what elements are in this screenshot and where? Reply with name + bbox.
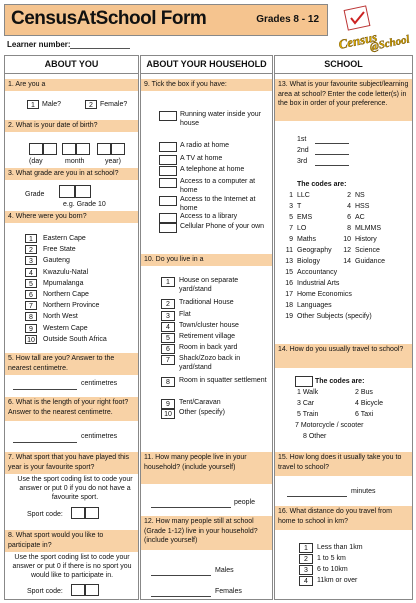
travel-code: 2 Bus xyxy=(355,389,373,396)
subject-code-number: 7 xyxy=(289,225,293,232)
subject-code-number: 17 xyxy=(285,291,293,298)
amenity-checkbox[interactable] xyxy=(159,142,177,152)
learner-number-field[interactable] xyxy=(70,48,130,49)
q9-prompt: 9. Tick the box if you have: xyxy=(141,79,272,91)
grades-label: Grades 8 - 12 xyxy=(256,14,319,25)
q15-prompt: 15. How long does it usually take you to travel to school? xyxy=(275,452,412,476)
fav-sport-box-2[interactable] xyxy=(85,507,99,519)
birthplace-label: Kwazulu-Natal xyxy=(43,268,89,276)
subject-rank-input[interactable] xyxy=(315,143,349,144)
learner-number-label: Learner number: xyxy=(7,40,71,49)
distance-label: 1 to 5 km xyxy=(317,555,346,562)
q4-prompt: 4. Where were you born? xyxy=(5,211,138,223)
form-title: CensusAtSchool Form xyxy=(11,8,207,29)
subject-code-name: History xyxy=(355,236,377,243)
q14-code-7: 7 Motorcycle / scooter xyxy=(295,422,364,429)
subject-code-number: 14 xyxy=(343,258,351,265)
distance-box[interactable]: 1 xyxy=(299,543,313,553)
travel-code: 6 Taxi xyxy=(355,411,374,418)
q7-instructions: Use the sport coding list to code your answer or put 0 if you do not have a favourite sport. xyxy=(17,476,133,501)
birthplace-box[interactable]: 1 xyxy=(25,234,37,243)
about-you-heading: ABOUT YOU xyxy=(5,56,138,74)
subject-code-name: Geography xyxy=(297,247,332,254)
q1-prompt: 1. Are you a xyxy=(5,79,138,91)
about-household-column xyxy=(140,55,273,600)
distance-label: 6 to 10km xyxy=(317,566,348,573)
subject-code-number: 10 xyxy=(343,236,351,243)
q12-females: Females xyxy=(215,588,242,595)
svg-text:Census: Census xyxy=(337,29,379,52)
subject-code-name: Biology xyxy=(297,258,320,265)
wish-sport-box-2[interactable] xyxy=(85,584,99,596)
dob-year-box-2[interactable] xyxy=(111,143,125,155)
wish-sport-box-1[interactable] xyxy=(71,584,85,596)
q7-prompt: 7. What sport that you have played this year is your favourite sport? xyxy=(5,452,138,474)
q2-prompt: 2. What is your date of birth? xyxy=(5,120,138,132)
birthplace-box[interactable]: 3 xyxy=(25,256,37,265)
females-input[interactable] xyxy=(151,596,211,597)
school-column xyxy=(274,55,413,600)
q1-female-label: Female? xyxy=(100,101,128,108)
q3-prompt: 3. What grade are you in at school? xyxy=(5,168,138,180)
amenity-label: Access to a library xyxy=(180,213,238,220)
subject-code-name: Languages xyxy=(297,302,332,309)
dwelling-box[interactable]: 5 xyxy=(161,333,175,343)
amenity-label: Running water inside your house xyxy=(180,111,261,127)
fav-sport-box-1[interactable] xyxy=(71,507,85,519)
subject-rank-label: 3rd xyxy=(297,158,308,165)
subject-code-number: 19 xyxy=(285,313,293,320)
birthplace-box[interactable]: 8 xyxy=(25,312,37,321)
birthplace-label: Western Cape xyxy=(43,324,88,332)
q8-code-label: Sport code: xyxy=(27,588,63,595)
subject-code-number: 3 xyxy=(289,203,293,210)
about-you-column xyxy=(4,55,139,600)
q16-prompt: 16. What distance do you travel from home to school in km? xyxy=(275,506,412,530)
q1-male-label: Male? xyxy=(42,101,62,108)
dob-day-label: (day xyxy=(29,158,43,165)
q6-unit: centimetres xyxy=(81,433,118,440)
amenity-checkbox[interactable] xyxy=(159,213,177,223)
dwelling-box[interactable]: 7 xyxy=(161,355,175,365)
q8-instructions: Use the sport coding list to code your answer or put 0 if there is no sport you would like to participate in. xyxy=(12,554,132,579)
foot-length-input[interactable] xyxy=(13,442,77,443)
amenity-checkbox[interactable] xyxy=(159,166,177,176)
subject-code-name: LO xyxy=(297,225,307,232)
dwelling-box[interactable]: 3 xyxy=(161,311,175,321)
birthplace-label: Outside South Africa xyxy=(43,335,107,343)
birthplace-label: Free State xyxy=(43,246,76,254)
distance-box[interactable]: 4 xyxy=(299,576,313,586)
q11-unit: people xyxy=(234,499,256,506)
amenity-label: Access to the Internet at home xyxy=(180,196,256,212)
subject-code-number: 6 xyxy=(347,214,351,221)
subject-code-name: AC xyxy=(355,214,365,221)
dwelling-label: Traditional House xyxy=(179,299,234,306)
subject-code-number: 15 xyxy=(285,269,293,276)
dwelling-box[interactable]: 9 xyxy=(161,399,175,409)
travel-code-box[interactable] xyxy=(295,376,313,387)
subject-code-name: T xyxy=(297,203,302,210)
distance-label: Less than 1km xyxy=(317,544,363,551)
form-header xyxy=(4,4,328,36)
subject-code-number: 16 xyxy=(285,280,293,287)
amenity-checkbox[interactable] xyxy=(159,155,177,165)
dob-year-box-1[interactable] xyxy=(97,143,111,155)
dwelling-box[interactable]: 1 xyxy=(161,277,175,287)
birthplace-label: Mpumalanga xyxy=(43,279,84,287)
distance-label: 11km or over xyxy=(317,577,358,584)
birthplace-box[interactable]: 2 xyxy=(25,245,37,254)
subject-code-name: NS xyxy=(355,192,365,199)
q1-female-box[interactable]: 2 xyxy=(85,100,97,109)
dwelling-label: Room in back yard xyxy=(179,344,238,351)
dwelling-box[interactable]: 10 xyxy=(161,409,175,419)
dwelling-label: Town/cluster house xyxy=(179,322,239,329)
dwelling-label: Tent/Caravan xyxy=(179,399,221,406)
subject-code-number: 8 xyxy=(347,225,351,232)
dob-month-box-1[interactable] xyxy=(62,143,76,155)
travel-code: 3 Car xyxy=(297,400,315,407)
q5-prompt: 5. How tall are you? Answer to the nearest centimetre. xyxy=(5,353,138,375)
q15-unit: minutes xyxy=(351,488,376,495)
q3-grade-label: Grade xyxy=(25,191,45,198)
birthplace-box[interactable]: 9 xyxy=(25,324,37,333)
grade-box-2[interactable] xyxy=(75,185,91,198)
travel-code: 4 Bicycle xyxy=(355,400,384,407)
svg-text:@School: @School xyxy=(368,33,411,54)
birthplace-label: Gauteng xyxy=(43,257,70,265)
subject-code-name: Guidance xyxy=(355,258,385,265)
subject-code-number: 2 xyxy=(347,192,351,199)
q14-code-8: 8 Other xyxy=(303,433,327,440)
q1-male-box[interactable]: 1 xyxy=(27,100,39,109)
subject-code-name: Other Subjects (specify) xyxy=(297,313,372,320)
census-logo-icon xyxy=(332,2,412,54)
dwelling-box[interactable]: 4 xyxy=(161,322,175,332)
subject-code-number: 1 xyxy=(289,192,293,199)
q12-prompt: 12. How many people still at school (Grade 1-12) live in your household? (include yourself) xyxy=(141,516,272,550)
dob-day-box-1[interactable] xyxy=(29,143,43,155)
birthplace-label: Eastern Cape xyxy=(43,235,86,242)
subject-code-number: 11 xyxy=(285,247,293,254)
dob-month-label: month xyxy=(65,158,85,165)
dwelling-box[interactable]: 6 xyxy=(161,344,175,354)
q10-prompt: 10. Do you live in a xyxy=(141,254,272,266)
distance-box[interactable]: 2 xyxy=(299,554,313,564)
birthplace-box[interactable]: 5 xyxy=(25,279,37,288)
travel-code: 1 Walk xyxy=(297,389,319,396)
dwelling-label: Retirement village xyxy=(179,333,236,340)
subject-code-number: 4 xyxy=(347,203,351,210)
q13-prompt: 13. What is your favourite subject/learning area at school? Enter the code letter(s) in the box in order of your preference. xyxy=(275,79,412,121)
amenity-label: Access to a computer at home xyxy=(180,178,256,194)
height-input[interactable] xyxy=(13,389,77,390)
amenity-checkbox[interactable] xyxy=(159,111,177,121)
birthplace-box[interactable]: 7 xyxy=(25,301,37,310)
subject-rank-input[interactable] xyxy=(315,165,349,166)
dob-month-box-2[interactable] xyxy=(76,143,90,155)
subject-code-name: Home Economics xyxy=(297,291,352,298)
q14-codes-title: The codes are: xyxy=(315,378,365,385)
amenity-checkbox[interactable] xyxy=(159,178,177,188)
subject-code-name: MLMMS xyxy=(355,225,382,232)
subject-code-number: 18 xyxy=(285,302,293,309)
q3-example: e.g. Grade 10 xyxy=(63,201,106,208)
dwelling-label: House on separate yard/stand xyxy=(179,277,239,293)
amenity-checkbox[interactable] xyxy=(159,223,177,233)
birthplace-box[interactable]: 6 xyxy=(25,290,37,299)
q5-unit: centimetres xyxy=(81,380,118,387)
birthplace-box[interactable]: 10 xyxy=(25,335,37,344)
birthplace-label: North West xyxy=(43,313,78,321)
subject-code-name: LLC xyxy=(297,192,310,199)
grade-box-1[interactable] xyxy=(59,185,75,198)
q12-males: Males xyxy=(215,567,234,574)
amenity-checkbox[interactable] xyxy=(159,196,177,206)
dob-day-box-2[interactable] xyxy=(43,143,57,155)
dwelling-label: Other (specify) xyxy=(179,409,225,416)
subject-code-name: Science xyxy=(355,247,380,254)
amenity-label: Cellular Phone of your own xyxy=(180,223,265,230)
birthplace-box[interactable]: 4 xyxy=(25,268,37,277)
q8-prompt: 8. What sport would you like to participate in? xyxy=(5,530,138,552)
subject-code-number: 9 xyxy=(289,236,293,243)
dob-year-label: year) xyxy=(105,158,121,165)
amenity-label: A TV at home xyxy=(180,155,223,162)
school-heading: SCHOOL xyxy=(275,56,412,74)
travel-code: 5 Train xyxy=(297,411,319,418)
subject-rank-label: 1st xyxy=(297,136,307,143)
dwelling-label: Shack/Zozo back in yard/stand xyxy=(179,355,241,371)
q14-prompt: 14. How do you usually travel to school? xyxy=(275,344,412,368)
q13-codes-title: The codes are: xyxy=(297,181,347,188)
household-size-input[interactable] xyxy=(151,507,231,508)
subject-code-name: Maths xyxy=(297,236,317,243)
subject-code-name: Industrial Arts xyxy=(297,280,340,287)
subject-code-number: 13 xyxy=(285,258,293,265)
subject-code-name: EMS xyxy=(297,214,313,221)
subject-code-number: 12 xyxy=(343,247,351,254)
about-household-heading: ABOUT YOUR HOUSEHOLD xyxy=(141,56,272,74)
birthplace-label: Northern Cape xyxy=(43,291,89,298)
distance-box[interactable]: 3 xyxy=(299,565,313,575)
dwelling-label: Flat xyxy=(179,311,191,318)
dwelling-box[interactable]: 2 xyxy=(161,299,175,309)
subject-code-number: 5 xyxy=(289,214,293,221)
q7-code-label: Sport code: xyxy=(27,511,63,518)
amenity-label: A telephone at home xyxy=(180,166,245,173)
subject-code-name: HSS xyxy=(355,203,370,210)
q11-prompt: 11. How many people live in your household? (include yourself) xyxy=(141,452,272,484)
birthplace-label: Northern Province xyxy=(43,302,100,310)
amenity-label: A radio at home xyxy=(180,142,230,149)
travel-time-input[interactable] xyxy=(287,496,347,497)
dwelling-label: Room in squatter settlement xyxy=(179,377,267,384)
dwelling-box[interactable]: 8 xyxy=(161,377,175,387)
subject-code-name: Accountancy xyxy=(297,269,338,276)
q6-prompt: 6. What is the length of your right foot? Answer to the nearest centimetre. xyxy=(5,397,138,421)
subject-rank-input[interactable] xyxy=(315,154,349,155)
males-input[interactable] xyxy=(151,575,211,576)
subject-rank-label: 2nd xyxy=(297,147,309,154)
